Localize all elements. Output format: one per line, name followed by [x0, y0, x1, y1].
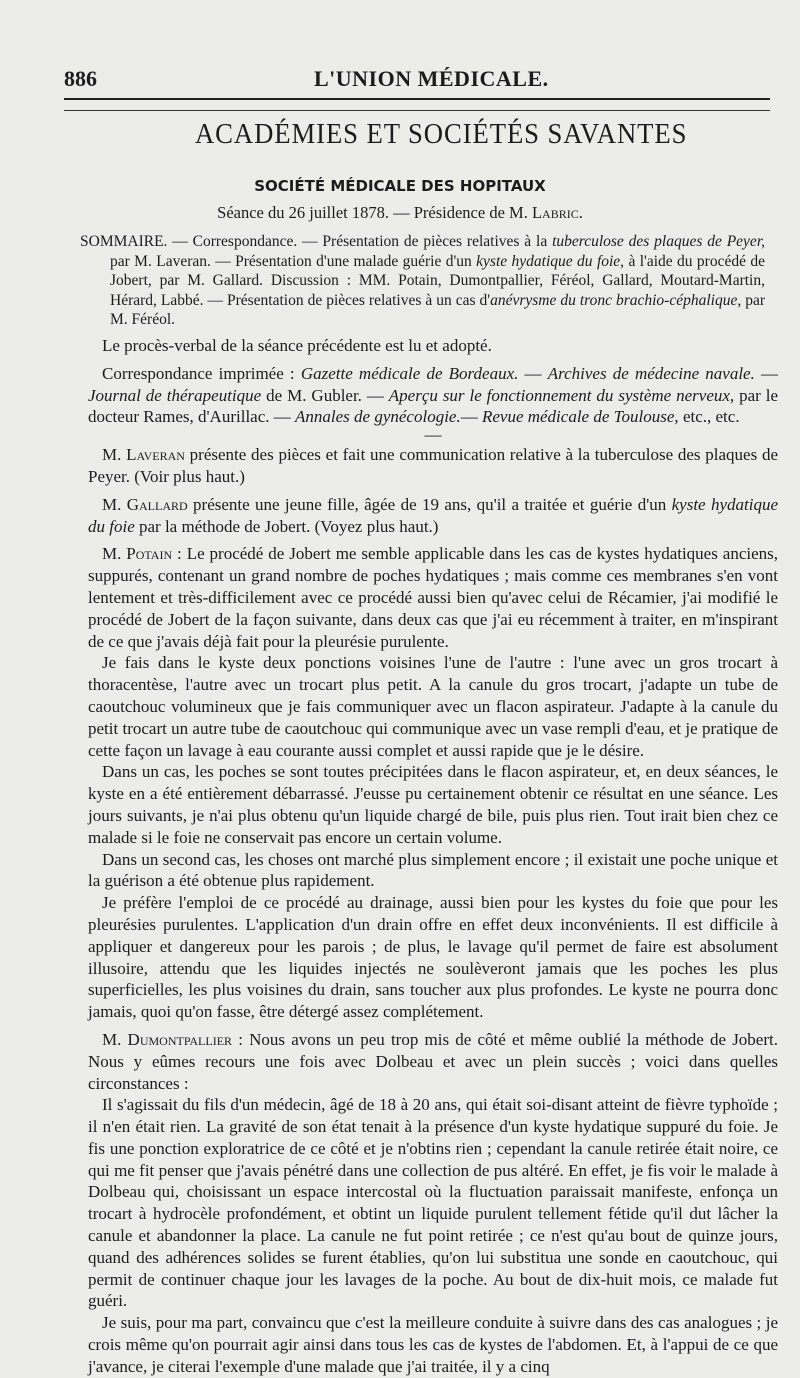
potain-paragraph-4: Dans un second cas, les choses ont marché plus simplement encore ; il existait une poche unique et la guérison a été obtenue plus rapidement.: [88, 849, 778, 891]
italic-term: kyste hydatique du foie: [88, 494, 778, 536]
text: présente une jeune fille, âgée de 19 ans, qu'il a traitée et guérie d'un: [187, 494, 672, 514]
page-number: 886: [64, 66, 97, 91]
running-title: L'UNION MÉDICALE.: [314, 66, 549, 91]
journal-title: Gazette médicale de Bordeaux.: [300, 363, 519, 383]
journal-title: Archives de médecine navale.: [547, 363, 755, 383]
text: Correspondance imprimée :: [102, 363, 301, 383]
laveran-paragraph: [88, 444, 778, 488]
potain-paragraph-5: Je préfère l'emploi de ce procédé au drainage, aussi bien pour les kystes du foie que pour les pleurésies purulentes. L'application d'un drain offre en effet deux inconvénients. Il est difficile à appliquer et dangereux pour les parois ; de plus, le lavage qu'il permet de faire est absolument illusoire, attendu que les liquides injectés ne soulèveront jamais que les poches les plus superficielles, les plus voisines du drain, sans toucher aux plus profondes. Le kyste ne pourra donc jamais, quoi qu'on fasse, être détergé assez complétement.: [88, 893, 778, 1022]
header-rule: [64, 98, 770, 100]
body-text: [88, 335, 778, 1378]
potain-paragraph: [88, 543, 778, 652]
minutes-paragraph: Le procès-verbal de la séance précédente est lu et adopté.: [102, 336, 492, 355]
text: de M. Gubler. —: [261, 385, 389, 405]
correspondence-paragraph: [88, 363, 778, 428]
dumontpallier-paragraph-2: Il s'agissait du fils d'un médecin, âgé de 18 à 20 ans, qui était soi-disant atteint de fièvre typhoïde ; il n'en était rien. La gravité de son état tenait à la présence d'un kyste hydatique suppuré du foie. Je fis une ponction exploratrice de ce côté et je n'obtins rien ; cependant la canule retirée était noire, ce qui me fit penser que j'avais pénétré dans une collection de pus altéré. En effet, je fis voir le malade à Dolbeau qui, choisissant un espace intercostal où la fluctuation paraissait manifeste, enfonça un trocart à hydrocèle profondément, et obtint un liquide purulent tellement fétide qu'il dut lâcher la canule et abandonner la place. La canule ne fut point retirée ; ce n'est qu'au bout de quinze jours, quand des adhérences solides se furent établies, qu'on lui substitua une sonde en caoutchouc, qui permit de continuer chaque jour les lavages de la poche. Au bout de dix-huit mois, ce malade fut guéri.: [88, 1095, 778, 1311]
summary-italic: tuberculose des plaques de Peyer,: [552, 233, 766, 250]
summary: [80, 232, 765, 330]
text: —: [518, 363, 548, 383]
potain-paragraph-3: Dans un cas, les poches se sont toutes précipitées dans le flacon aspirateur, et, en deux séances, le kyste en a été entièrement débarrassé. J'eusse pu certainement obtenir ce résultat en une séance. Les jours suivants, je n'ai plus obtenu qu'un liquide chargé de bile, puis plus rien. Tout irait bien chez ce malade si le foie ne conservait pas encore un certain volume.: [88, 762, 778, 847]
speaker-name: M. Potain :: [102, 544, 182, 564]
journal-title: Annales de gynécologie.: [295, 407, 461, 427]
summary-label: SOMMAIRE.: [80, 233, 168, 250]
text: etc., etc.: [678, 407, 740, 427]
speaker-name: M. Laveran: [102, 445, 185, 465]
text: —: [460, 407, 482, 427]
section-title: ACADÉMIES ET SOCIÉTÉS SAVANTES: [195, 118, 688, 150]
dumontpallier-paragraph: [88, 1029, 778, 1094]
summary-text: par M. Laveran. — Présentation d'une malade guérie d'un: [110, 252, 477, 270]
text: Nous avons un peu trop mis de côté et même oublié la méthode de Jobert. Nous y eûmes recours une fois avec Dolbeau et avec un plein succès ; voici dans quelles circonstances :: [88, 1029, 778, 1093]
summary-italic: kyste hydatique du foie,: [476, 252, 625, 270]
text: par le docteur Rames, d'Aurillac. —: [88, 385, 779, 427]
header-rule-thin: [64, 110, 770, 111]
session-line: [0, 203, 800, 223]
potain-paragraph-2: Je fais dans le kyste deux ponctions voisines l'une de l'autre : l'une avec un gros trocart à thoracentèse, l'autre avec un trocart plus petit. A la canule du gros trocart, j'adapte un tube de caoutchouc volumineux que je fais communiquer avec un flacon aspirateur. J'adapte à la canule du petit trocart un autre tube de caoutchouc qui communique avec un vase rempli d'eau, et je pratique de cette façon un lavage à eau courante aussi complet et aussi rapide que je le désire.: [88, 653, 778, 760]
journal-title: Journal de thérapeutique: [88, 385, 262, 405]
gallard-paragraph: [88, 494, 778, 538]
text: Le procédé de Jobert me semble applicable dans les cas de kystes hydatiques anciens, suppurés, contenant un grand nombre de poches hydatiques ; mais comme ces membranes s'en vont lentement et très-difficilement avec ce procédé aussi bien qu'avec celui de Récamier, j'ai modifié le procédé de Jobert de la façon suivante, dans deux cas que j'ai eu récemment à traiter, en m'inspirant de ce que j'avais déjà fait pour la pleurésie purulente.: [88, 544, 778, 651]
journal-title: Aperçu sur le fonctionnement du système nerveux,: [388, 385, 735, 405]
session-text: Séance du 26 juillet 1878. — Présidence de M.: [217, 203, 528, 222]
journal-title: Revue médicale de Toulouse,: [481, 407, 679, 427]
speaker-name: M. Gallard: [102, 494, 188, 514]
text: —: [754, 363, 779, 383]
dumontpallier-paragraph-3: Je suis, pour ma part, convaincu que c'est la meilleure conduite à suivre dans des cas analogues ; je crois même qu'on pourrait agir ainsi dans tous les cas de kystes de l'abdomen. Et, à l'appui de ce que j'avance, je citerai l'exemple d'une malade que j'ai traitée, il y a cinq: [88, 1313, 778, 1376]
speaker-name: M. Dumontpallier :: [102, 1029, 243, 1049]
separator-dash: —: [424, 425, 442, 445]
summary-text: par M. Féréol.: [110, 291, 765, 328]
society-name: SOCIÉTÉ MÉDICALE DES HOPITAUX: [254, 177, 546, 195]
text: présente des pièces et fait une communication relative à la tuberculose des plaques de Peyer. (Voir plus haut.): [88, 445, 778, 486]
summary-text: — Correspondance. — Présentation de pièces relatives à la: [167, 233, 553, 250]
summary-italic: anévrysme du tronc brachio-céphalique,: [490, 291, 742, 309]
session-president: Labric.: [531, 203, 583, 222]
summary-text: à l'aide du procédé de Jobert, par M. Gallard. Discussion : MM. Potain, Dumontpallier, Féréol, Gallard, Moutard-Martin, Hérard, Labbé. — Présentation de pièces relatives à un cas d': [110, 252, 765, 309]
text: par la méthode de Jobert. (Voyez plus haut.): [134, 516, 439, 536]
